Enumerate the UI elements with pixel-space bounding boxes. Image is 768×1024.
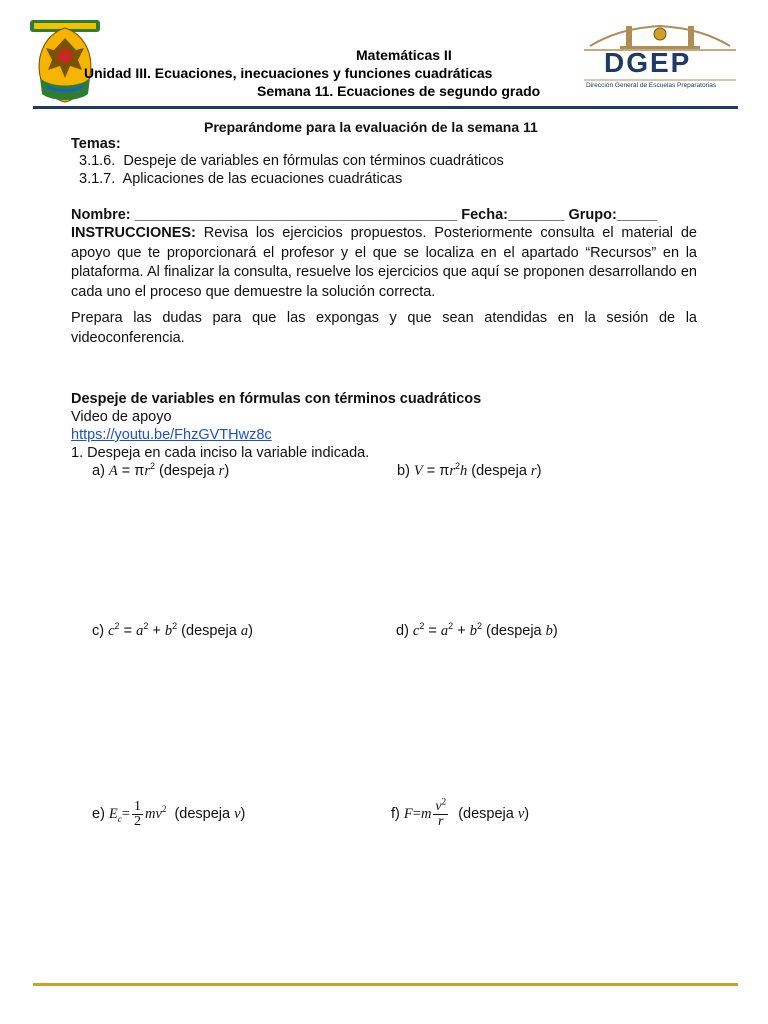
topic-text: Aplicaciones de las ecuaciones cuadráticas <box>122 171 403 187</box>
header-subject: Matemáticas II <box>356 47 452 63</box>
exercise-f: f) F=m $\frac{v^2}{r}$ (despeja v) <box>391 796 530 829</box>
footer-divider <box>33 983 738 986</box>
topic-text: Despeje de variables en fórmulas con términos cuadráticos <box>123 153 504 169</box>
instructions-text: Revisa los ejercicios propuestos. Posteriormente consulta el material de apoyo que te proporcionará el profesor y el que se localiza en el apartado “Recursos” en la plataforma. Al finalizar la consulta, resuelve los ejercicios que aquí se proponen desarrollando en cada uno el proceso que demuestre la solución correcta. <box>71 225 697 300</box>
document-title: Preparándome para la evaluación de la semana 11 <box>204 119 538 135</box>
exercise-label: a) <box>92 463 109 479</box>
topic-number: 3.1.7. <box>79 171 116 187</box>
formula-b: $V = \pi r^2h$ <box>413 461 468 479</box>
video-label: Video de apoyo <box>71 409 172 425</box>
exercise-a: a) $A = \pi r^2$ (despeja r) <box>92 461 230 479</box>
exercise-c: c) $c^2 = a^2 + b^2$ (despeja a) <box>92 621 253 639</box>
section-title: Despeje de variables en fórmulas con términos cuadráticos <box>71 391 482 407</box>
dgep-logo-subtitle: Dirección General de Escuelas Preparatorias <box>586 82 717 89</box>
exercise-label: d) <box>396 623 413 639</box>
header-week: Semana 11. Ecuaciones de segundo grado <box>257 83 541 99</box>
target-variable: b <box>545 623 553 639</box>
formula-c: $c^2 = a^2 + b^2$ <box>108 621 178 639</box>
exercise-e: e) $E_c=$ $\frac{1}{2}$ $mv^2$ (despeja v) <box>92 799 246 829</box>
exercise-label: c) <box>92 623 109 639</box>
formula-f: F=m $\frac{v^2}{r}$ <box>403 796 447 829</box>
target-variable: a <box>240 623 249 639</box>
student-form-line: Nombre: ________________________________________ Fecha:_______ Grupo:_____ <box>71 207 658 223</box>
formula-e: $E_c=$ $\frac{1}{2}$ $mv^2$ <box>108 799 167 829</box>
dgep-logo <box>580 16 740 94</box>
topics-label: Temas: <box>71 136 121 152</box>
header-unit: Unidad III. Ecuaciones, inecuaciones y funciones cuadráticas <box>84 65 493 81</box>
dgep-logo-text: DGEP <box>604 47 692 78</box>
instructions-paragraph <box>71 224 697 302</box>
instructions-label: INSTRUCCIONES: <box>71 225 196 241</box>
prepare-paragraph: Prepara las dudas para que las expongas y que sean atendidas en la sesión de la videoconferencia. <box>71 310 697 346</box>
uas-emblem-logo <box>26 14 104 106</box>
topic-item <box>79 152 504 172</box>
exercise-label: f) <box>391 805 404 822</box>
target-variable: v <box>234 805 241 822</box>
exercise-intro: 1. Despeja en cada inciso la variable indicada. <box>71 445 370 461</box>
formula-a: $A = \pi r^2$ <box>108 461 155 479</box>
formula-d: $c^2 = a^2 + b^2$ <box>412 621 482 639</box>
header-divider <box>33 106 738 109</box>
exercise-d: d) $c^2 = a^2 + b^2$ (despeja b) <box>396 621 558 639</box>
exercise-label: e) <box>92 805 109 822</box>
target-variable: r <box>530 463 537 479</box>
target-variable: v <box>517 805 525 822</box>
target-variable: r <box>218 463 225 479</box>
topic-number: 3.1.6. <box>79 153 116 169</box>
exercise-label: b) <box>397 463 414 479</box>
topic-item <box>79 170 402 190</box>
exercise-b: b) $V = \pi r^2h$ (despeja r) <box>397 461 542 479</box>
video-link[interactable]: https://youtu.be/FhzGVTHwz8c <box>71 427 272 443</box>
